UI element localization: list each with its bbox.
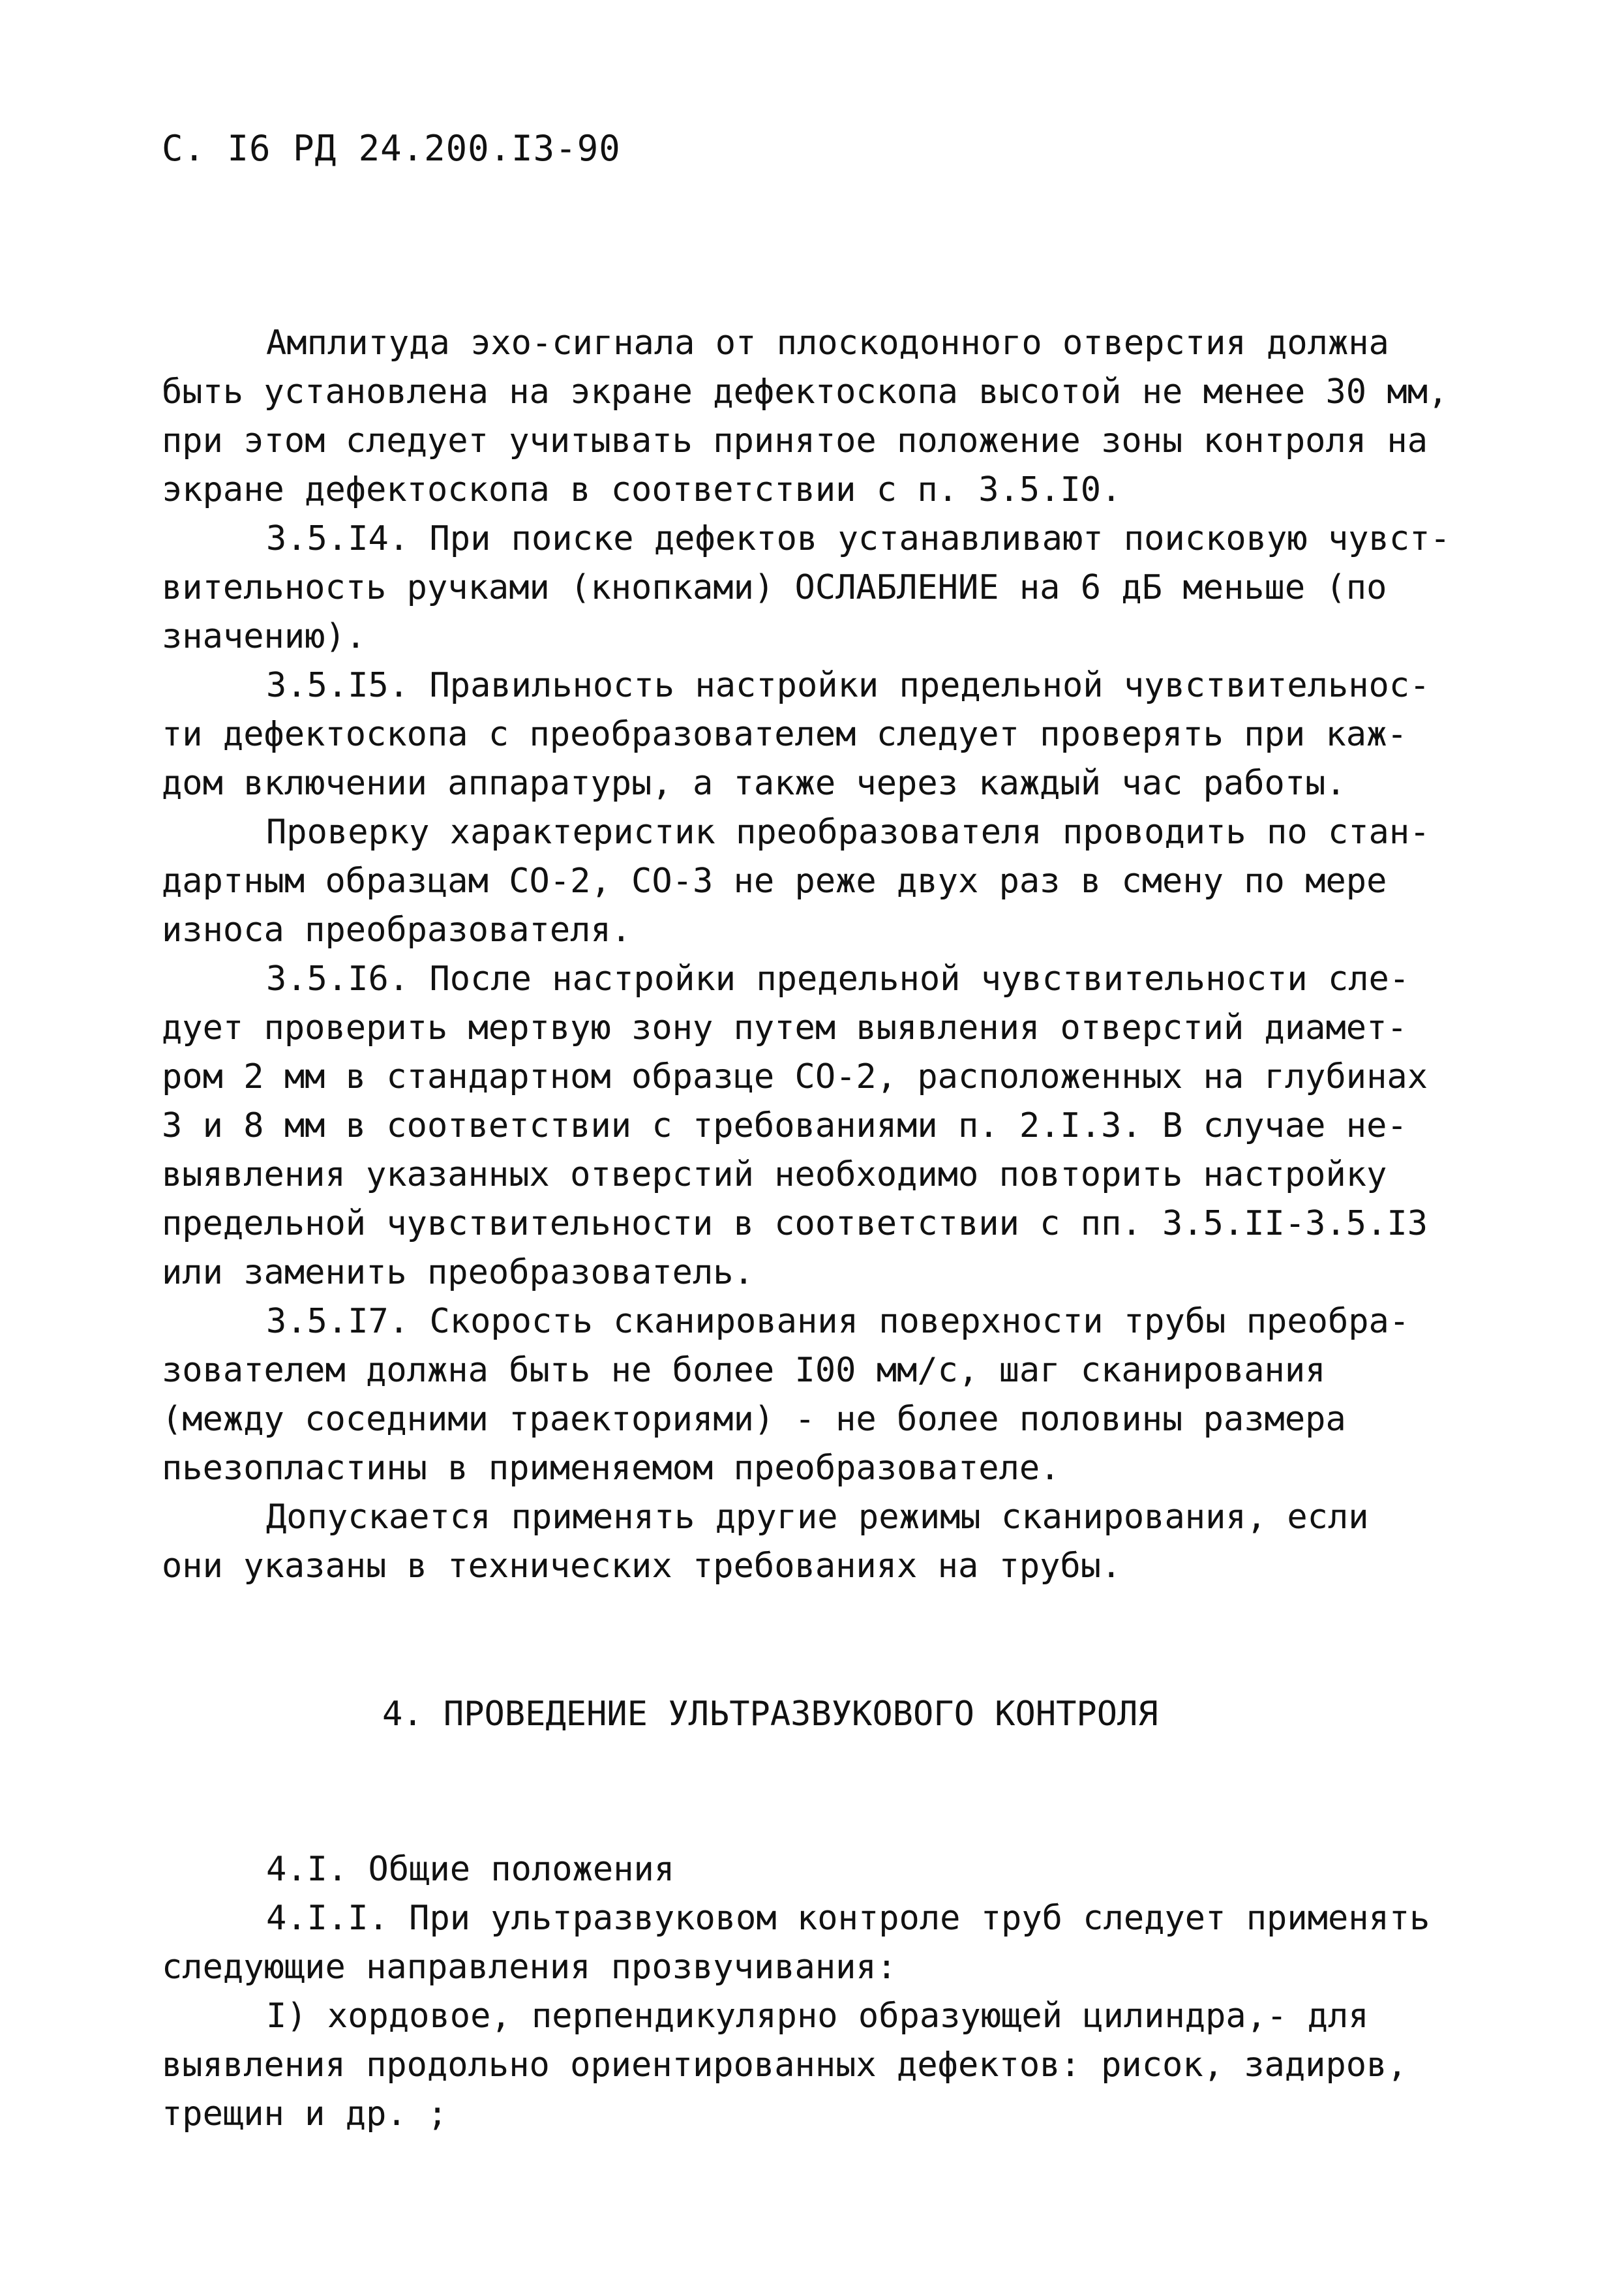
text-line: следующие направления прозвучивания: <box>162 1948 897 1987</box>
text-line: они указаны в технических требованиях на трубы. <box>162 1546 1122 1586</box>
text-block-requirements <box>162 319 1486 1591</box>
text-line: Проверку характеристик преобразователя проводить по стан- <box>266 813 1430 852</box>
text-line: дом включении аппаратуры, а также через каждый час работы. <box>162 764 1346 803</box>
text-line: выявления указанных отверстий необходимо повторить настройку <box>162 1155 1387 1194</box>
subsection-heading: 4.I. Общие положения <box>266 1850 675 1889</box>
text-line: быть установлена на экране дефектоскопа высотой не менее 30 мм, <box>162 372 1449 412</box>
text-line: дует проверить мертвую зону путем выявления отверстий диамет- <box>162 1008 1407 1048</box>
text-line: Амплитуда эхо-сигнала от плоскодонного отверстия должна <box>266 324 1389 363</box>
text-line: износа преобразователя. <box>162 911 632 950</box>
text-block-general-provisions <box>162 1845 1486 2139</box>
page-header: С. I6 РД 24.200.I3-90 <box>162 128 621 169</box>
text-line: вительность ручками (кнопками) ОСЛАБЛЕНИЕ на 6 дБ меньше (по <box>162 568 1387 607</box>
text-line: 3.5.I5. Правильность настройки предельной чувствительнос- <box>266 666 1430 705</box>
text-line: выявления продольно ориентированных дефектов: рисок, задиров, <box>162 2045 1407 2085</box>
text-line: или заменить преобразователь. <box>162 1253 754 1292</box>
text-line: при этом следует учитывать принятое положение зоны контроля на <box>162 421 1428 460</box>
text-line: пьезопластины в применяемом преобразователе. <box>162 1449 1060 1488</box>
text-line: трещин и др. ; <box>162 2094 448 2134</box>
text-line: 4.I.I. При ультразвуковом контроле труб следует применять <box>266 1899 1430 1938</box>
text-line: ром 2 мм в стандартном образце СО-2, расположенных на глубинах <box>162 1057 1428 1096</box>
text-line: 3.5.I4. При поиске дефектов устанавливают поисковую чувст- <box>266 519 1451 558</box>
text-line: (между соседними траекториями) - не более половины размера <box>162 1400 1346 1439</box>
text-line: Допускается применять другие режимы сканирования, если <box>266 1498 1369 1537</box>
section-heading: 4. ПРОВЕДЕНИЕ УЛЬТРАЗВУКОВОГО КОНТРОЛЯ <box>382 1695 1158 1734</box>
text-line: I) хордовое, перпендикулярно образующей цилиндра,- для <box>266 1997 1369 2036</box>
text-line: предельной чувствительности в соответствии с пп. 3.5.II-3.5.I3 <box>162 1204 1428 1243</box>
text-line: 3.5.I6. После настройки предельной чувствительности сле- <box>266 959 1410 999</box>
text-line: 3 и 8 мм в соответствии с требованиями п. 2.I.3. В случае не- <box>162 1106 1407 1145</box>
text-line: 3.5.I7. Скорость сканирования поверхности трубы преобра- <box>266 1302 1410 1341</box>
text-line: ти дефектоскопа с преобразователем следует проверять при каж- <box>162 715 1407 754</box>
text-line: зователем должна быть не более I00 мм/с, шаг сканирования <box>162 1351 1326 1390</box>
text-line: значению). <box>162 617 367 656</box>
text-line: дартным образцам СО-2, СО-3 не реже двух раз в смену по мере <box>162 862 1387 901</box>
text-line: экране дефектоскопа в соответствии с п. 3.5.I0. <box>162 470 1122 509</box>
